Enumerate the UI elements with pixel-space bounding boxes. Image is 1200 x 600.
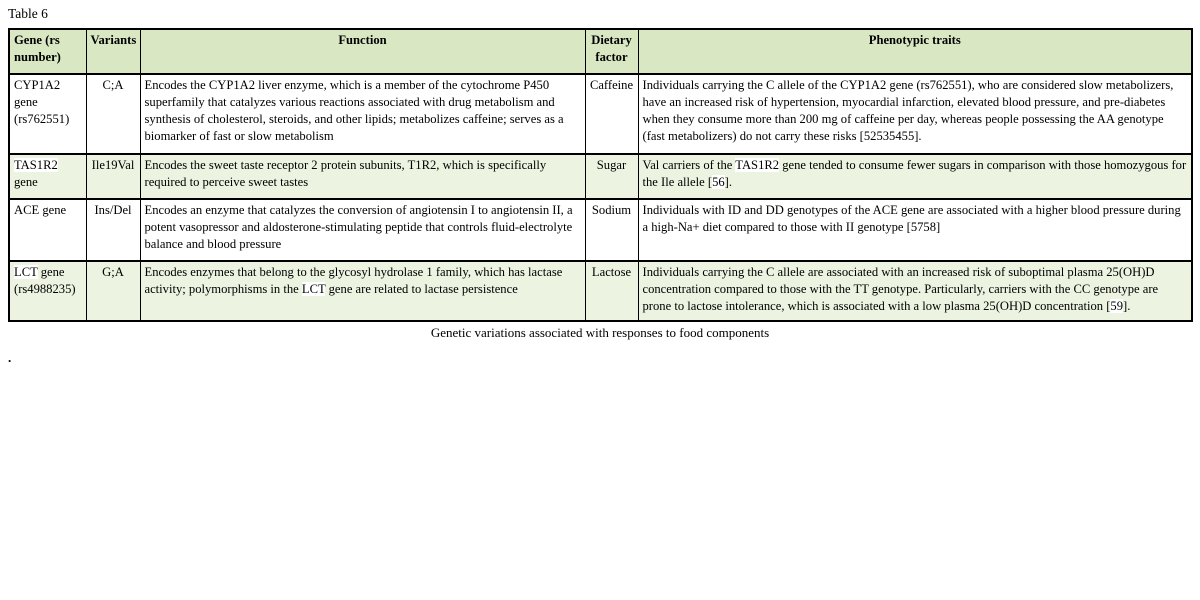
cell-dietary-factor: Caffeine (585, 74, 638, 154)
cell-phenotypic-traits: Individuals carrying the C allele of the CYP1A2 gene (rs762551), who are considered slow metabolizers, have an increased risk of hypertension, myocardial infarction, elevated blood pressure, and pre-diabetes when they consume more than 200 mg of caffeine per day, whereas people possessing the AA genotype (fast metabolizers) do not carry these risks [52535455]. (638, 74, 1192, 154)
table-label: Table 6 (8, 6, 48, 21)
highlighted-text: TAS1R2 (735, 158, 780, 173)
cell-variants: Ile19Val (86, 154, 140, 199)
cell-function: Encodes an enzyme that catalyzes the conversion of angiotensin I to angiotensin II, a potent vasopressor and aldosterone-stimulating peptide that controls fluid-electrolyte balance and blood pressure (140, 199, 585, 261)
cell-dietary-factor: Sugar (585, 154, 638, 199)
cell-function: Encodes the CYP1A2 liver enzyme, which is a member of the cytochrome P450 superfamily that catalyzes various reactions associated with drug metabolism and synthesis of cholesterol, steroids, and other lipids; metabolizes caffeine; serves as a biomarker of fast or slow metabolism (140, 74, 585, 154)
highlighted-text: LCT (14, 265, 38, 280)
cell-function: Encodes enzymes that belong to the glycosyl hydrolase 1 family, which has lactase activity; polymorphisms in the LCT gene are related to lactase persistence (140, 261, 585, 321)
table-body (9, 74, 1192, 321)
cell-gene: CYP1A2 gene (rs762551) (9, 74, 86, 154)
cell-dietary-factor: Lactose (585, 261, 638, 321)
cell-phenotypic-traits: Val carriers of the TAS1R2 gene tended to consume fewer sugars in comparison with those homozygous for the Ile allele [56]. (638, 154, 1192, 199)
header-row (9, 29, 1192, 74)
cell-gene: ACE gene (9, 199, 86, 261)
table-header (9, 29, 1192, 74)
stray-period: . (8, 350, 12, 366)
cell-phenotypic-traits: Individuals carrying the C allele are associated with an increased risk of suboptimal plasma 25(OH)D concentration compared to those with the TT genotype. Particularly, carriers with the CC genotype are prone to lactose intolerance, which is associated with a low plasma 25(OH)D concentration [59]. (638, 261, 1192, 321)
column-header-gene: Gene (rs number) (9, 29, 86, 74)
table-caption: Genetic variations associated with responses to food components (430, 325, 770, 341)
highlighted-text: 56 (712, 175, 725, 190)
highlighted-text: TAS1R2 (14, 158, 58, 173)
gene-variations-table (8, 28, 1193, 322)
column-header-function: Function (140, 29, 585, 74)
table-row (9, 154, 1192, 199)
cell-gene: TAS1R2 gene (9, 154, 86, 199)
cell-variants: G;A (86, 261, 140, 321)
table-row (9, 261, 1192, 321)
cell-phenotypic-traits: Individuals with ID and DD genotypes of the ACE gene are associated with a higher blood pressure during a high-Na+ diet compared to those with II genotype [5758] (638, 199, 1192, 261)
column-header-variants: Variants (86, 29, 140, 74)
cell-variants: C;A (86, 74, 140, 154)
table-row (9, 74, 1192, 154)
highlighted-text: LCT (301, 282, 326, 297)
highlighted-text: 59 (1110, 299, 1124, 314)
cell-function: Encodes the sweet taste receptor 2 protein subunits, T1R2, which is specifically required to perceive sweet tastes (140, 154, 585, 199)
cell-variants: Ins/Del (86, 199, 140, 261)
cell-dietary-factor: Sodium (585, 199, 638, 261)
column-header-dietary-factor: Dietary factor (585, 29, 638, 74)
table-row (9, 199, 1192, 261)
cell-gene: LCT gene (rs4988235) (9, 261, 86, 321)
column-header-phenotypic-traits: Phenotypic traits (638, 29, 1192, 74)
